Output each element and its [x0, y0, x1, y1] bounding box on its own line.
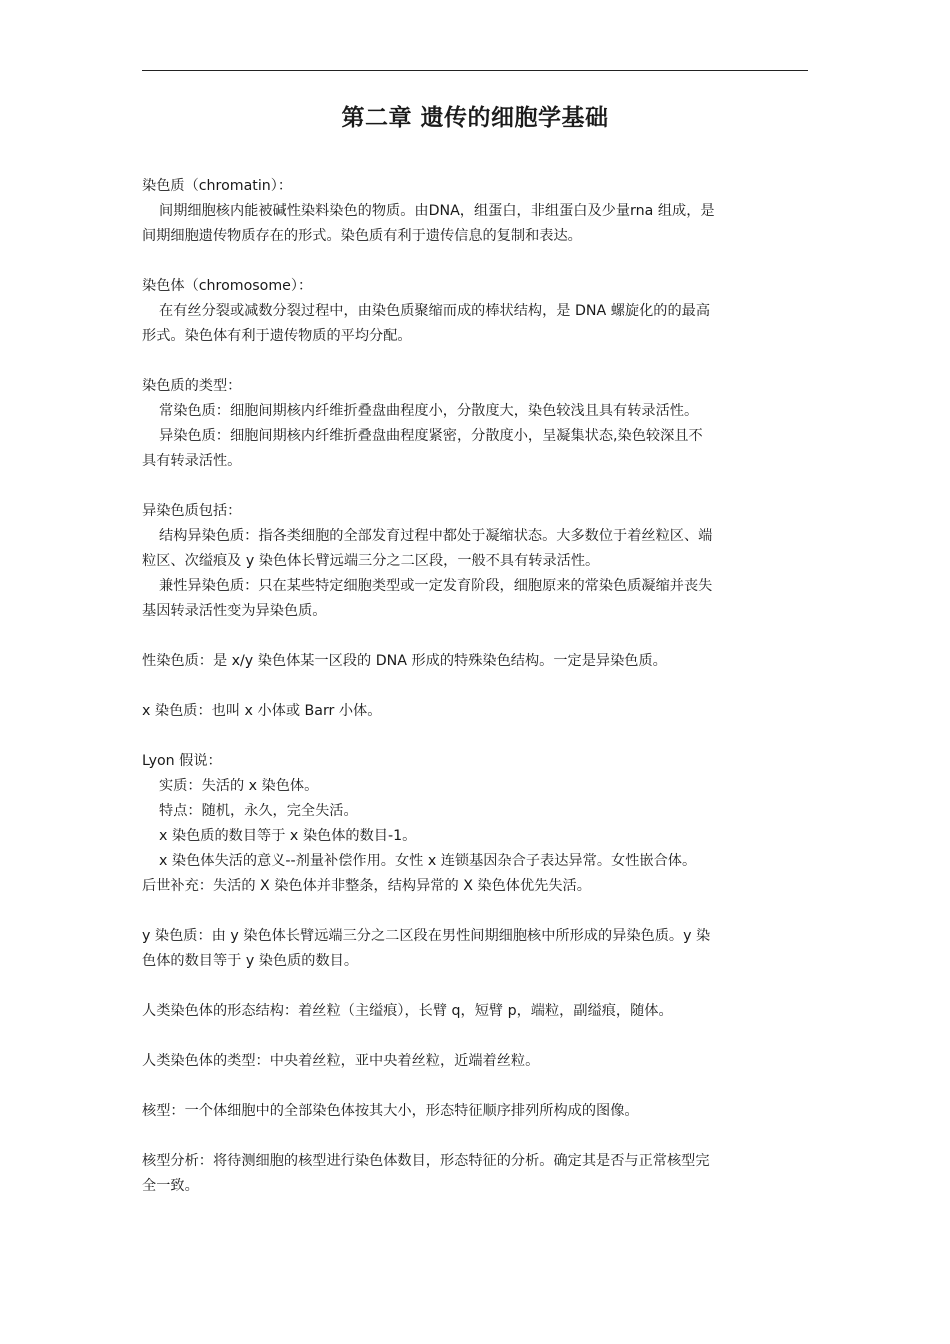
text-line: 色体的数目等于 y 染色质的数目。: [142, 953, 359, 969]
text-line: 后世补充：失活的 X 染色体并非整条，结构异常的 X 染色体优先失活。: [142, 878, 591, 894]
text-line: x 染色体失活的意义--剂量补偿作用。女性 x 连锁基因杂合子表达异常。女性嵌合体。: [159, 853, 697, 869]
paragraph-gap: [142, 674, 808, 699]
header-rule: [142, 70, 808, 71]
text-line: x 染色质的数目等于 x 染色体的数目-1。: [159, 828, 417, 844]
section: [142, 924, 808, 974]
section: [142, 699, 808, 724]
section: [142, 1149, 808, 1199]
paragraph-gap: [142, 974, 808, 999]
text-line: 全一致。: [142, 1178, 199, 1194]
text-line: 结构异染色质：指各类细胞的全部发育过程中都处于凝缩状态。大多数位于着丝粒区、端: [159, 528, 713, 544]
section: [142, 999, 808, 1024]
paragraph-gap: [142, 624, 808, 649]
text-line: 间期细胞核内能被碱性染料染色的物质。由DNA，组蛋白，非组蛋白及少量rna 组成，是: [159, 203, 715, 219]
section-heading-line: 核型分析：将待测细胞的核型进行染色体数目，形态特征的分析。确定其是否与正常核型完: [142, 1153, 710, 1169]
text-line: 在有丝分裂或减数分裂过程中，由染色质聚缩而成的棒状结构，是 DNA 螺旋化的的最高: [159, 303, 711, 319]
section-heading-line: 人类染色体的类型：中央着丝粒，亚中央着丝粒，近端着丝粒。: [142, 1053, 540, 1069]
chapter-title: 第二章 遗传的细胞学基础: [341, 105, 609, 131]
text-line: 实质：失活的 x 染色体。: [159, 778, 319, 794]
text-line: 具有转录活性。: [142, 453, 242, 469]
section: [142, 649, 808, 674]
text-line: 常染色质：细胞间期核内纤维折叠盘曲程度小，分散度大，染色较浅且具有转录活性。: [159, 403, 699, 419]
paragraph-gap: [142, 349, 808, 374]
text-line: 异染色质：细胞间期核内纤维折叠盘曲程度紧密，分散度小，呈凝集状态,染色较深且不: [159, 428, 703, 444]
section: [142, 499, 808, 624]
paragraph-gap: [142, 1024, 808, 1049]
text-line: 形式。染色体有利于遗传物质的平均分配。: [142, 328, 412, 344]
section-heading-line: 人类染色体的形态结构：着丝粒（主缢痕），长臂 q，短臂 p，端粒，副缢痕，随体。: [142, 1003, 673, 1019]
section: [142, 174, 808, 249]
section: [142, 374, 808, 474]
text-line: 兼性异染色质：只在某些特定细胞类型或一定发育阶段，细胞原来的常染色质凝缩并丧失: [159, 578, 713, 594]
section-heading-line: 染色质的类型：: [142, 378, 242, 394]
section: [142, 1099, 808, 1124]
text-line: 粒区、次缢痕及 y 染色体长臂远端三分之二区段，一般不具有转录活性。: [142, 553, 600, 569]
section: [142, 274, 808, 349]
text-line: 特点：随机，永久，完全失活。: [159, 803, 358, 819]
section-heading-line: Lyon 假说：: [142, 753, 222, 769]
paragraph-gap: [142, 1124, 808, 1149]
paragraph-gap: [142, 1074, 808, 1099]
section-heading-line: 性染色质：是 x/y 染色体某一区段的 DNA 形成的特殊染色结构。一定是异染色质。: [142, 653, 667, 669]
section-heading-line: 染色体（chromosome）：: [142, 278, 313, 294]
paragraph-gap: [142, 899, 808, 924]
paragraph-gap: [142, 249, 808, 274]
text-line: 间期细胞遗传物质存在的形式。染色质有利于遗传信息的复制和表达。: [142, 228, 582, 244]
section-heading-line: 染色质（chromatin）：: [142, 178, 293, 194]
section-heading-line: 异染色质包括：: [142, 503, 242, 519]
section: [142, 749, 808, 899]
paragraph-gap: [142, 474, 808, 499]
section-heading-line: x 染色质：也叫 x 小体或 Barr 小体。: [142, 703, 382, 719]
document-body: [142, 174, 808, 1199]
section-heading-line: 核型：一个体细胞中的全部染色体按其大小，形态特征顺序排列所构成的图像。: [142, 1103, 639, 1119]
section-heading-line: y 染色质：由 y 染色体长臂远端三分之二区段在男性间期细胞核中所形成的异染色质。y 染: [142, 928, 711, 944]
paragraph-gap: [142, 724, 808, 749]
text-line: 基因转录活性变为异染色质。: [142, 603, 327, 619]
section: [142, 1049, 808, 1074]
